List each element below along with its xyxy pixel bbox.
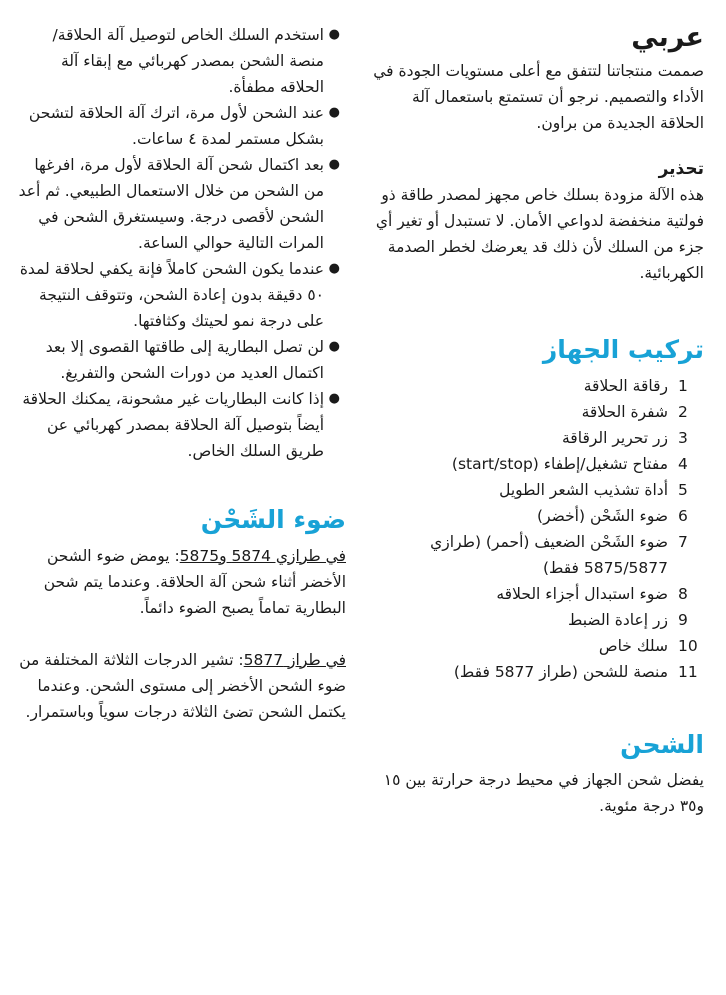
- list-item: [372, 373, 704, 399]
- charging-light-models-b: [16, 647, 346, 725]
- models-a-text: : يومض ضوء الشحن الأخضر أثناء شحن آلة الحلاقة. وعندما يتم شحن البطارية تماماً يصبح الضوء دائماً.: [43, 546, 346, 617]
- models-b-text: : تشير الدرجات الثلاثة المختلفة من ضوء الشحن الأخضر إلى مستوى الشحن. وعندما يكتمل الشحن تضئ الثلاثة درجات سوياً وباستمرار.: [19, 650, 346, 721]
- part-label: منصة للشحن (طراز 5877 فقط): [453, 662, 668, 681]
- bullet-icon: ●: [328, 105, 340, 120]
- list-item: [372, 451, 704, 477]
- list-item: [372, 659, 704, 685]
- part-number: 5: [678, 480, 688, 499]
- warning-paragraph: هذه الآلة مزودة بسلك خاص مجهز لمصدر طاقة ذو فولتية منخفضة لدواعي الأمان. لا تستبدل أو تغير أي جزء من السلك لأن ذلك قد يعرضك لخطر الصدمة الكهربائية.: [375, 186, 704, 283]
- bullet-text: استخدم السلك الخاص لتوصيل آلة الحلاقة/ منصة الشحن بمصدر كهربائي مع إبقاء آلة الحلاقه مطفأة.: [52, 26, 324, 96]
- right-column: [372, 22, 704, 819]
- part-label: سلك خاص: [598, 636, 668, 655]
- list-item: [372, 581, 704, 607]
- part-label: زر تحرير الرقاقة: [562, 428, 668, 447]
- parts-list: [372, 373, 704, 685]
- models-a-label: في طرازي 5874 و5875: [179, 546, 346, 565]
- assembly-title: تركيب الجهاز: [542, 335, 704, 365]
- left-column: [16, 22, 346, 725]
- part-number: 11: [678, 662, 698, 681]
- list-item: [16, 22, 346, 100]
- part-number: 2: [678, 402, 688, 421]
- part-number: 3: [678, 428, 688, 447]
- part-number: 6: [678, 506, 688, 525]
- part-label: أداة تشذيب الشعر الطويل: [499, 480, 668, 499]
- part-label: ضوء الشَحْن (أخضر): [537, 506, 668, 525]
- list-item: [16, 334, 346, 386]
- part-number: 8: [678, 584, 688, 603]
- list-item: [372, 503, 704, 529]
- language-title: عربي: [631, 22, 704, 53]
- list-item: [372, 607, 704, 633]
- part-label: مفتاح تشغيل/إطفاء (start/stop): [451, 454, 668, 473]
- part-label: زر إعادة الضبط: [568, 610, 668, 629]
- charging-instructions-list: [16, 22, 346, 464]
- part-label: ضوء استبدال أجزاء الحلاقه: [496, 584, 668, 603]
- bullet-text: عندما يكون الشحن كاملاً فإنة يكفي لحلاقة لمدة ٥٠ دقيقة بدون إعادة الشحن، وتتوقف النتيجة على درجة نمو لحيتك وكثافتها.: [19, 260, 324, 330]
- list-item: [372, 425, 704, 451]
- models-b-label: في طراز 5877: [243, 650, 346, 669]
- part-label: شفرة الحلاقة: [581, 402, 668, 421]
- charging-light-title: ضوء الشَحْن: [200, 505, 346, 534]
- intro-paragraph: صممت منتجاتنا لتتفق مع أعلى مستويات الجودة في الأداء والتصميم. نرجو أن تستمتع باستعمال آلة الحلاقة الجديدة من براون.: [373, 62, 704, 133]
- part-label: ضوء الشَحْن الضعيف (أحمر) (طرازي 5875/5877 فقط): [430, 532, 668, 577]
- bullet-text: لن تصل البطارية إلى طاقتها القصوى إلا بعد اكتمال العديد من دورات الشحن والتفريغ.: [45, 338, 324, 382]
- charging-paragraph: يفضل شحن الجهاز في محيط درجة حرارتة بين ١٥ و٣٥ درجة مئوية.: [383, 771, 704, 816]
- bullet-icon: ●: [328, 391, 340, 406]
- list-item: [372, 477, 704, 503]
- bullet-text: عند الشحن لأول مرة، اترك آلة الحلاقة لتشحن بشكل مستمر لمدة ٤ ساعات.: [28, 104, 324, 148]
- bullet-icon: ●: [328, 27, 340, 42]
- list-item: [372, 633, 704, 659]
- warning-title: تحذير: [658, 159, 704, 180]
- charging-title: الشحن: [620, 729, 704, 759]
- list-item: [16, 256, 346, 334]
- part-number: 4: [678, 454, 688, 473]
- list-item: [16, 152, 346, 256]
- part-number: 1: [678, 376, 688, 395]
- part-number: 10: [678, 636, 698, 655]
- part-number: 7: [678, 532, 688, 551]
- part-label: رقاقة الحلاقة: [583, 376, 668, 395]
- list-item: [16, 100, 346, 152]
- part-number: 9: [678, 610, 688, 629]
- list-item: [372, 529, 704, 581]
- list-item: [372, 399, 704, 425]
- list-item: [16, 386, 346, 464]
- bullet-icon: ●: [328, 261, 340, 276]
- bullet-icon: ●: [328, 339, 340, 354]
- bullet-text: إذا كانت البطاريات غير مشحونة، يمكنك الحلاقة أيضاً بتوصيل آلة الحلاقة بمصدر كهربائي عن طريق السلك الخاص.: [22, 390, 324, 460]
- bullet-icon: ●: [328, 157, 340, 172]
- bullet-text: بعد اكتمال شحن آلة الحلاقة لأول مرة، افرغها من الشحن من خلال الاستعمال الطبيعي. ثم أعد الشحن لأقصى درجة. وسيستغرق الشحن في المرات التالية حوالي الساعة.: [18, 156, 324, 252]
- charging-light-models-a: [16, 543, 346, 621]
